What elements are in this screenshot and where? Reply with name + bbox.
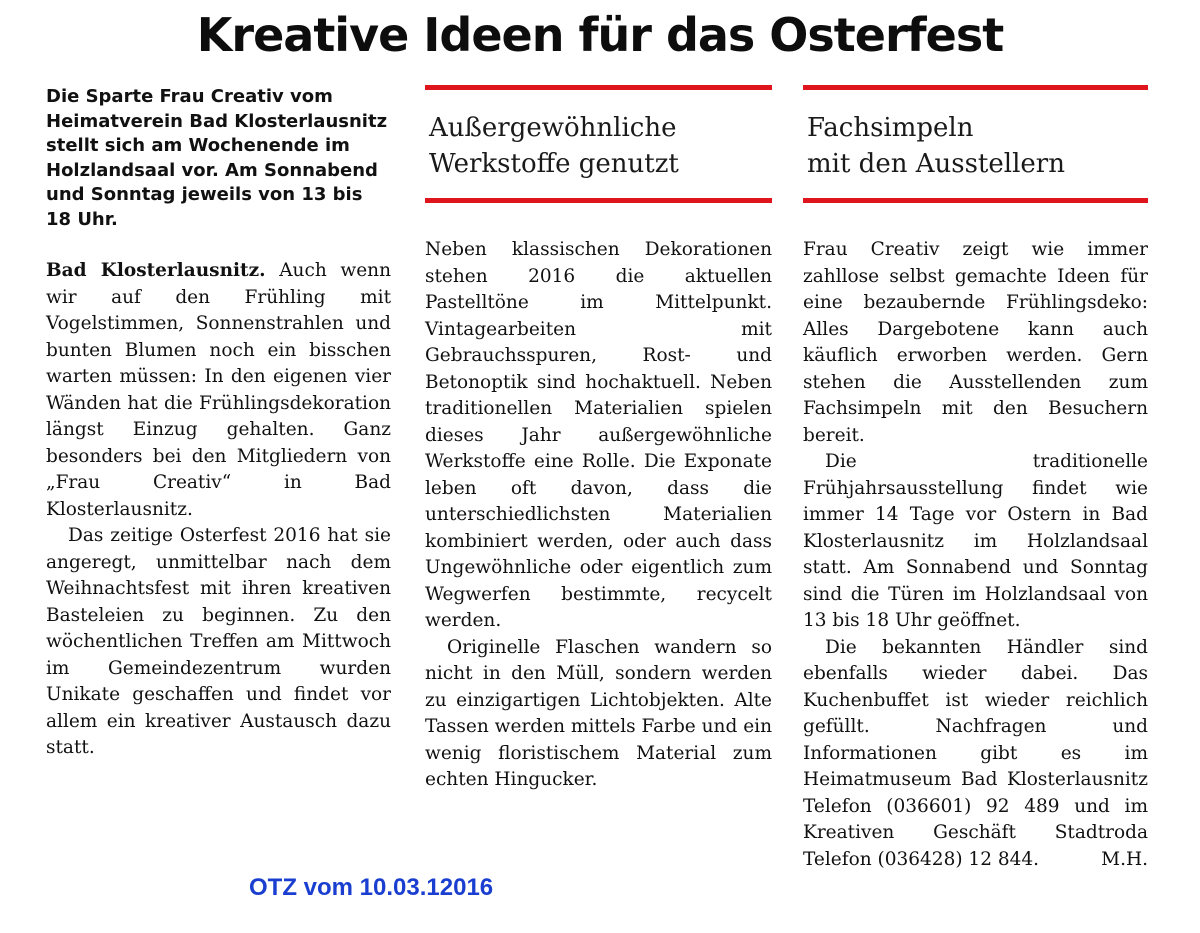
subheading-line: Fachsimpeln [807, 113, 974, 143]
author-signature: M.H. [1101, 848, 1148, 870]
article-body-left [46, 258, 391, 762]
red-rule [425, 85, 772, 90]
subheading-line: Werkstoffe genutzt [429, 149, 679, 179]
red-rule [803, 198, 1148, 203]
paragraph: Originelle Flaschen wandern so nicht in den Müll, sondern werden zu einzigartigen Lichtobjekten. Alte Tassen werden mittels Farbe und ein wenig floristischem Material zum echten Hingucker. [425, 636, 772, 790]
paragraph [803, 635, 1148, 874]
subheading [429, 110, 772, 182]
paragraph [46, 258, 391, 523]
red-rule [803, 85, 1148, 90]
paragraph: Frau Creativ zeigt wie immer zahllose selbst gemachte Ideen für eine bezaubernde Frühlingsdeko: Alles Dargebotene kann auch käuflich erworben werden. Gern stehen die Ausstellenden zum Fachsimpeln mit den Besuchern bereit. [803, 239, 1148, 446]
paragraph-text: Auch wenn wir auf den Frühling mit Vogelstimmen, Sonnenstrahlen und bunten Blumen noch ein bisschen warten müssen: In den eigenen vier Wänden hat die Frühlingsdekoration längst Einzug gehalten. Ganz besonders bei den Mitgliedern von „Frau Creativ“ in Bad Klosterlausnitz. [46, 260, 391, 520]
source-caption: OTZ vom 10.03.12016 [249, 874, 494, 901]
column-intro [46, 85, 391, 762]
intro-teaser: Die Sparte Frau Creativ vom Heimatverein Bad Klosterlausnitz stellt sich am Wochenende im Holzlandsaal vor. Am Sonnabend und Sonntag jeweils von 13 bis 18 Uhr. [46, 86, 388, 230]
paragraph-text: Die bekannten Händler sind ebenfalls wieder dabei. Das Kuchenbuffet ist wieder reichlich gefüllt. Nachfragen und Informationen gibt es im Heimatmuseum Bad Klosterlausnitz Telefon (036601) 92 489 und im Kreativen Geschäft Stadtroda Telefon (036428) 12 844. [803, 636, 1148, 870]
dateline: Bad Klosterlausnitz. [46, 260, 266, 281]
paragraph: Das zeitige Osterfest 2016 hat sie angeregt, unmittelbar nach dem Weihnachtsfest mit ihren kreativen Basteleien zu beginnen. Zu den wöchentlichen Treffen am Mittwoch im Gemeindezentrum wurden Unikate geschaffen und findet vor allem ein kreativer Austausch dazu statt. [46, 525, 391, 758]
column-werkstoffe [425, 85, 772, 794]
subheading-line: Außergewöhnliche [429, 113, 677, 143]
subheading [807, 110, 1148, 182]
red-rule [425, 198, 772, 203]
headline: Kreative Ideen für das Osterfest [196, 8, 1004, 62]
paragraph: Neben klassischen Dekorationen stehen 2016 die aktuellen Pastelltöne im Mittelpunkt. Vintagearbeiten mit Gebrauchsspuren, Rost- und Betonoptik sind hochaktuell. Neben traditionellen Materialien spielen dieses Jahr außergewöhnliche Werkstoffe eine Rolle. Die Exponate leben oft davon, dass die unterschiedlichsten Materialien kombiniert werden, oder auch dass Ungewöhnliche oder eigentlich zum Wegwerfen bestimmte, recycelt werden. [425, 239, 772, 631]
subheading-line: mit den Ausstellern [807, 149, 1065, 179]
paragraph: Die traditionelle Frühjahrsausstellung findet wie immer 14 Tage vor Ostern in Bad Klosterlausnitz im Holzlandsaal statt. Am Sonnabend und Sonntag sind die Türen im Holzlandsaal von 13 bis 18 Uhr geöffnet. [803, 451, 1148, 631]
column-fachsimpeln [803, 85, 1148, 873]
